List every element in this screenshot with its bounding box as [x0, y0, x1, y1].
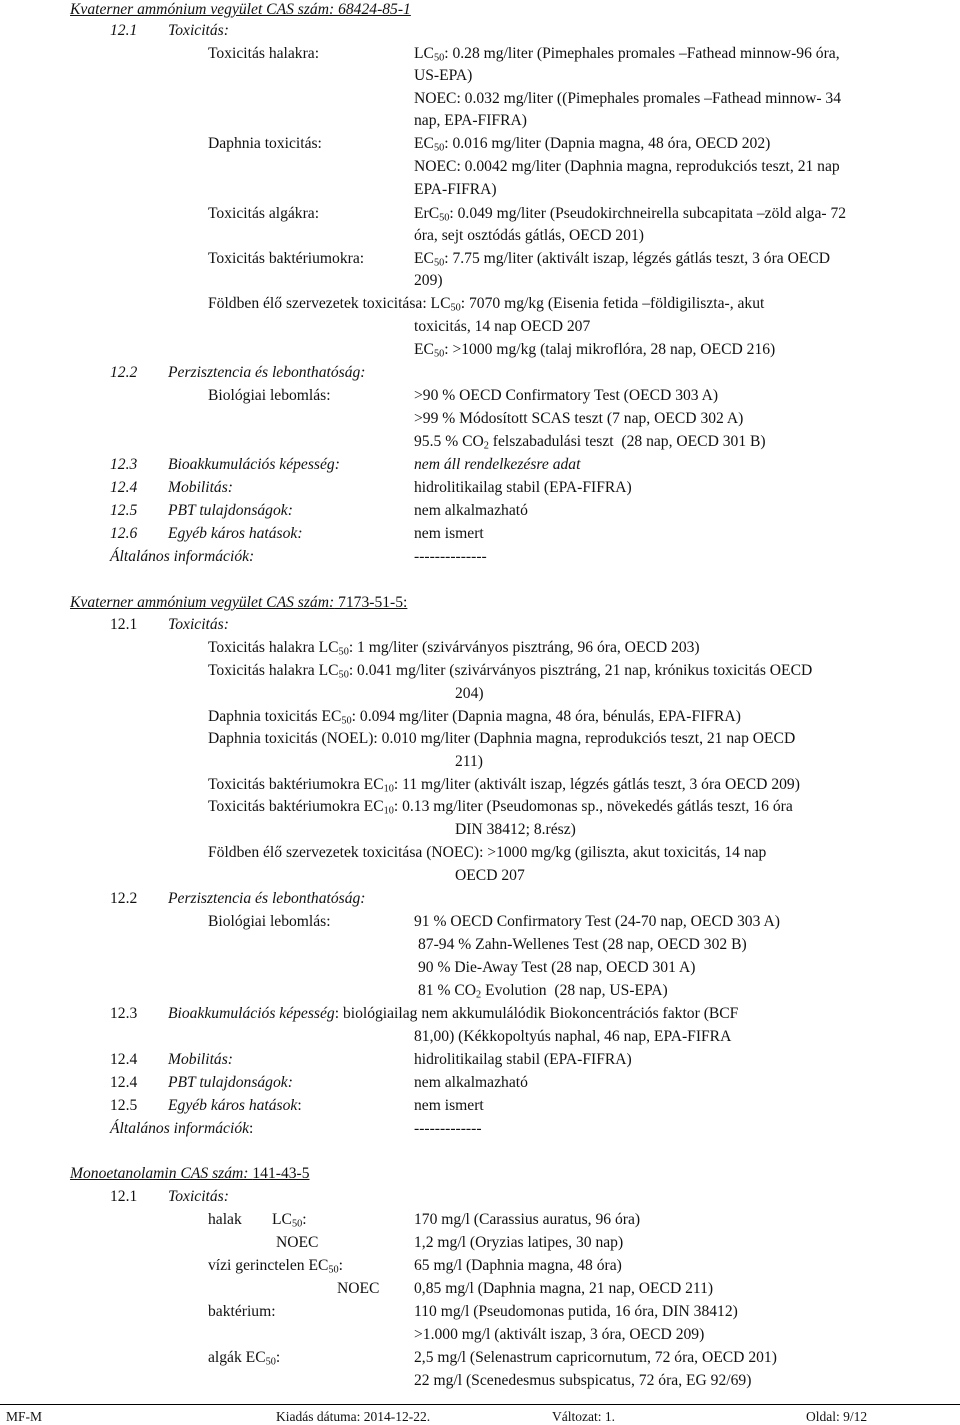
s3-r3-value: 65 mg/l (Daphnia magna, 48 óra) — [414, 1257, 622, 1274]
s2-line6: Toxicitás baktériumokra $EC_{10}$: 0.13 mg/liter (Pseudomonas sp., növekedés gátlás teszt, 16 óra — [208, 798, 793, 817]
s5-value: nem alkalmazható — [414, 502, 528, 519]
s2-3-line: Bioakkumulációs képesség: biológiailag nem akkumulálódik Biokoncentrációs faktor (BCF — [168, 1005, 739, 1022]
footer-page-number: Oldal: 9/12 — [806, 1409, 868, 1424]
s2-num: 12.2 — [110, 364, 138, 381]
s2-bio1: 91 % OECD Confirmatory Test (24-70 nap, OECD 303 A) — [414, 913, 780, 930]
s3-r7-value: 2,5 mg/l (Selenastrum capricornutum, 72 óra, OECD 201) — [414, 1349, 777, 1366]
s6-value: nem ismert — [414, 525, 484, 542]
s3-r6-value: >1.000 mg/l (aktivált iszap, 3 óra, OECD 209) — [414, 1326, 705, 1343]
s3-r4-label: NOEC — [337, 1280, 380, 1297]
s3-r2-value: 1,2 mg/l (Oryzias latipes, 30 nap) — [414, 1234, 624, 1251]
s5-num: 12.5 — [110, 502, 138, 519]
s2-3-num: 12.3 — [110, 1005, 138, 1022]
bact-label: Toxicitás baktériumokra: — [208, 250, 365, 267]
section2-heading: Kvaterner ammónium vegyület CAS szám: 7173-51-5: — [70, 594, 408, 611]
algae-label: Toxicitás algákra: — [208, 205, 320, 222]
s3-r1-label: halak — [208, 1211, 242, 1228]
page-footer — [0, 1404, 960, 1425]
s3-num: 12.3 — [110, 456, 138, 473]
s2-4-num: 12.4 — [110, 1051, 138, 1068]
s2-line3: Daphnia toxicitás $EC_{50}$: 0.094 mg/liter (Dapnia magna, 48 óra, bénulás, EPA-FIFRA) — [208, 708, 741, 727]
s2-4-title: Mobilitás: — [168, 1051, 233, 1068]
s2-6-title: Egyéb káros hatások: — [168, 1097, 302, 1114]
bact-value: $EC_{50}$: 7.75 mg/liter (aktivált iszap, légzés gátlás teszt, 3 óra OECD — [414, 250, 831, 269]
s2-title: Perzisztencia és lebonthatóság: — [168, 364, 366, 381]
algae-value: ErC$_{50}$: 0.049 mg/liter (Pseudokirchneirella subcapitata –zöld alga- 72 — [414, 205, 847, 224]
bio2: >99 % Módosított SCAS teszt (7 nap, OECD 302 A) — [414, 410, 744, 427]
fish-lc-cont: US-EPA) — [414, 67, 473, 84]
s3-r1-lc: $LC_{50}$: — [272, 1211, 307, 1230]
fish-noec-cont: nap, EPA-FIFRA) — [414, 112, 527, 129]
s4-value: hidrolitikailag stabil (EPA-FIFRA) — [414, 479, 632, 496]
footer-code: MF-M — [6, 1409, 43, 1424]
s3-r2-label: NOEC — [276, 1234, 319, 1251]
section3-heading: Monoetanolamin CAS szám: 141-43-5 — [70, 1165, 310, 1182]
algae-cont: óra, sejt osztódás gátlás, OECD 201) — [414, 227, 644, 244]
s3-1-title: Toxicitás: — [168, 1188, 229, 1205]
s2-general-value: ------------- — [414, 1120, 482, 1137]
s2-line7-cont: OECD 207 — [455, 867, 525, 884]
s2-line1: Toxicitás halakra $LC_{50}$: 1 mg/liter (szivárványos pisztráng, 96 óra, OECD 203) — [208, 639, 700, 658]
s2-5-num: 12.4 — [110, 1074, 138, 1091]
s2-bio-label: Biológiai lebomlás: — [208, 913, 331, 930]
s3-r5-label: baktérium: — [208, 1303, 276, 1320]
general-info-value: -------------- — [414, 548, 487, 565]
s2-line6-cont: DIN 38412; 8.rész) — [455, 821, 576, 838]
s6-title: Egyéb káros hatások: — [168, 525, 303, 542]
bact-cont: 209) — [414, 272, 443, 289]
s3-value: nem áll rendelkezésre adat — [414, 456, 581, 473]
s2-line4: Daphnia toxicitás (NOEL): 0.010 mg/liter (Daphnia magna, reprodukciós teszt, 21 nap OECD — [208, 730, 796, 747]
s2-line5: Toxicitás baktériumokra $EC_{10}$: 11 mg/liter (aktivált iszap, légzés gátlás teszt, 3 óra OECD 209) — [208, 776, 800, 795]
s1-num: 12.1 — [110, 22, 138, 39]
s3-r3-label: vízi gerinctelen $EC_{50}$: — [208, 1257, 343, 1276]
section1-heading: Kvaterner ammónium vegyület CAS szám: 68424-85-1 — [70, 1, 411, 18]
daphnia-noec-cont: EPA-FIFRA) — [414, 181, 497, 198]
s2-line2: Toxicitás halakra $LC_{50}$: 0.041 mg/liter (szivárványos pisztráng, 21 nap, krónikus toxicitás OECD — [208, 662, 813, 681]
s1-title: Toxicitás: — [168, 22, 229, 39]
daphnia-noec: NOEC: 0.0042 mg/liter (Daphnia magna, reprodukciós teszt, 21 nap — [414, 158, 840, 175]
s2-4-value: hidrolitikailag stabil (EPA-FIFRA) — [414, 1051, 632, 1068]
s2-2-num: 12.2 — [110, 890, 138, 907]
bio-label: Biológiai lebomlás: — [208, 387, 331, 404]
daphnia-label: Daphnia toxicitás: — [208, 135, 322, 152]
s2-2-title: Perzisztencia és lebonthatóság: — [168, 890, 366, 907]
fish-lc-value: $LC_{50}$: 0.28 mg/liter (Pimephales promales –Fathead minnow-96 óra, — [414, 45, 840, 64]
s2-1-title: Toxicitás: — [168, 616, 229, 633]
s3-r1-value: 170 mg/l (Carassius auratus, 96 óra) — [414, 1211, 641, 1228]
footer-version: Változat: 1. — [552, 1409, 615, 1424]
footer-issue-date: Kiadás dátuma: 2014-12-22. — [276, 1409, 431, 1424]
s4-title: Mobilitás: — [168, 479, 233, 496]
s3-title: Bioakkumulációs képesség: — [168, 456, 340, 473]
s3-r7-label: algák $EC_{50}$: — [208, 1349, 281, 1368]
daphnia-ec: $EC_{50}$: 0.016 mg/liter (Dapnia magna, 48 óra, OECD 202) — [414, 135, 771, 154]
bio3: 95.5 % $CO_2$ felszabadulási teszt (28 nap, OECD 301 B) — [414, 433, 766, 452]
s3-r8-value: 22 mg/l (Scenedesmus subspicatus, 72 óra, EG 92/69) — [414, 1372, 752, 1389]
s2-6-num: 12.5 — [110, 1097, 138, 1114]
soil-line: Földben élő szervezetek toxicitása: $LC_{50}$: 7070 mg/kg (Eisenia fetida –földigiliszta-, akut — [208, 295, 765, 314]
general-info-title: Általános információk: — [110, 548, 255, 565]
s2-line2-cont: 204) — [455, 685, 484, 702]
s5-title: PBT tulajdonságok: — [168, 502, 293, 519]
s4-num: 12.4 — [110, 479, 138, 496]
s2-3-cont: 81,00) (Kékkopoltyús naphal, 46 nap, EPA-FIFRA — [414, 1028, 732, 1045]
soil-ec: $EC_{50}$: >1000 mg/kg (talaj mikroflóra, 28 nap, OECD 216) — [414, 341, 776, 360]
s2-1-num: 12.1 — [110, 616, 138, 633]
s3-r5-value: 110 mg/l (Pseudomonas putida, 16 óra, DIN 38412) — [414, 1303, 738, 1320]
s2-bio3: 90 % Die-Away Test (28 nap, OECD 301 A) — [418, 959, 696, 976]
s2-5-title: PBT tulajdonságok: — [168, 1074, 293, 1091]
s2-6-value: nem ismert — [414, 1097, 484, 1114]
s2-general-title: Általános információk: — [110, 1120, 254, 1137]
soil-cont: toxicitás, 14 nap OECD 207 — [414, 318, 591, 335]
s6-num: 12.6 — [110, 525, 138, 542]
s2-line7: Földben élő szervezetek toxicitása (NOEC): >1000 mg/kg (giliszta, akut toxicitás, 14 nap — [208, 844, 767, 861]
s3-1-num: 12.1 — [110, 1188, 138, 1205]
fish-noec: NOEC: 0.032 mg/liter ((Pimephales promales –Fathead minnow- 34 — [414, 90, 842, 107]
fish-label: Toxicitás halakra: — [208, 45, 320, 62]
bio1: >90 % OECD Confirmatory Test (OECD 303 A) — [414, 387, 719, 404]
s2-5-value: nem alkalmazható — [414, 1074, 528, 1091]
s2-bio4: 81 % $CO_2$ Evolution (28 nap, US-EPA) — [418, 982, 668, 1001]
s3-r4-value: 0,85 mg/l (Daphnia magna, 21 nap, OECD 211) — [414, 1280, 714, 1297]
s2-line4-cont: 211) — [455, 753, 484, 770]
s2-bio2: 87-94 % Zahn-Wellenes Test (28 nap, OECD 302 B) — [418, 936, 747, 953]
